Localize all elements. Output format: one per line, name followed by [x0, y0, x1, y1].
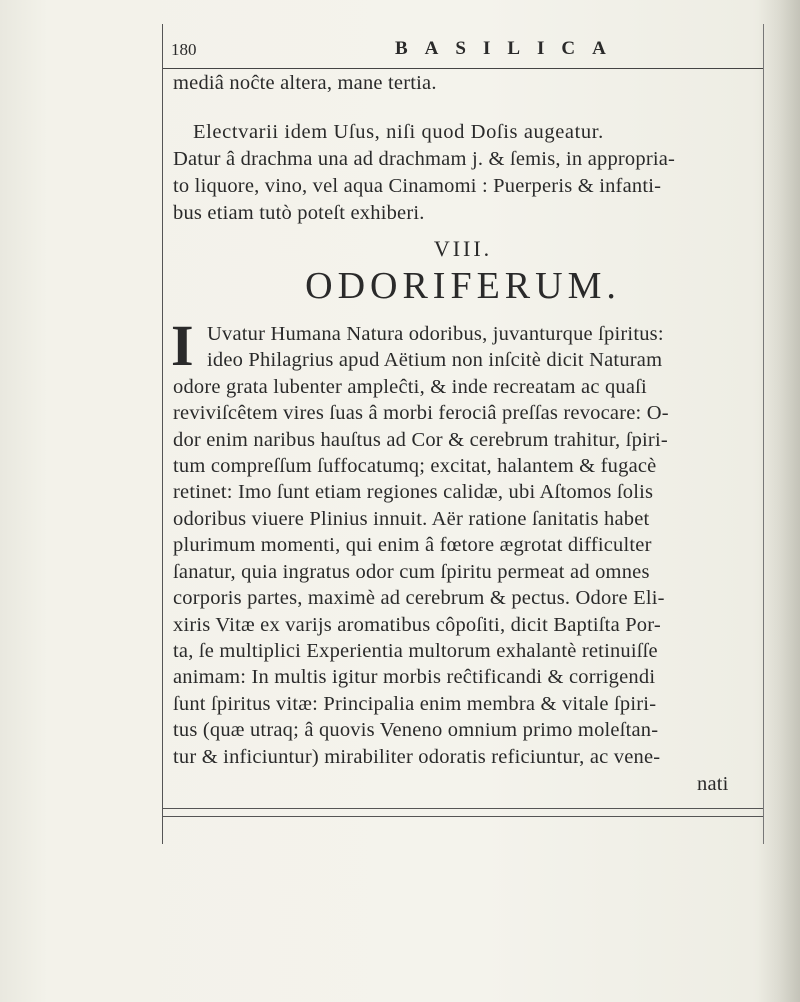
text-line: reviviſcêtem vires ſuas â morbi ferociâ preſſas revocare: O-: [173, 402, 669, 424]
text-line: xiris Vitæ ex varijs aromatibus côpoſiti, dicit Baptiſta Por-: [173, 614, 661, 636]
text-line: animam: In multis igitur morbis reĉtificandi & corrigendi: [173, 666, 656, 688]
footer-rule: [163, 808, 763, 809]
header-rule: [163, 68, 763, 69]
section-numeral: VIII.: [433, 236, 493, 261]
text-line: mediâ noĉte altera, mane tertia.: [173, 72, 437, 94]
text-line: tus (quæ utraq; â quovis Veneno omnium primo moleſtan-: [173, 719, 659, 741]
text-line: to liquore, vino, vel aqua Cinamomi : Puerperis & infanti-: [173, 175, 662, 197]
catchword: nati: [697, 773, 729, 795]
text-line: odore grata lubenter ampleĉti, & inde recreatam ac quaſi: [173, 376, 647, 398]
drop-cap: I: [171, 313, 194, 378]
text-line: plurimum momenti, qui enim â fœtore ægrotat difficulter: [173, 534, 652, 556]
text-line: retinet: Imo ſunt etiam regiones calidæ, ubi Aſtomos ſolis: [173, 481, 654, 503]
text-line: odoribus viuere Plinius innuit. Aër ratione ſanitatis habet: [173, 508, 650, 530]
text-line: Electvarii idem Uſus, niſi quod Doſis augeatur.: [193, 121, 604, 143]
text-line: bus etiam tutò poteſt exhiberi.: [173, 202, 425, 224]
page-number: 180: [171, 40, 197, 59]
text-line: tur & inficiuntur) mirabiliter odoratis reficiuntur, ac vene-: [173, 746, 661, 768]
text-block: [162, 24, 764, 844]
text-line: ſanatur, quia ingratus odor cum ſpiritu permeat ad omnes: [173, 561, 650, 583]
section-heading: ODORIFERUM.: [305, 265, 621, 307]
text-line: Datur â drachma una ad drachmam j. & ſemis, in appropria-: [173, 148, 676, 170]
page-edge-shadow: [758, 0, 800, 1002]
footer-rule-secondary: [163, 816, 763, 817]
text-line: tum compreſſum ſuffocatumq; excitat, halantem & fugacè: [173, 455, 657, 477]
text-line: ta, ſe multiplici Experientia multorum exhalantè retinuiſſe: [173, 640, 658, 662]
text-line: dor enim naribus hauſtus ad Cor & cerebrum trahitur, ſpiri-: [173, 429, 668, 451]
text-line: corporis partes, maximè ad cerebrum & pectus. Odore Eli-: [173, 587, 665, 609]
text-line: Uvatur Humana Natura odoribus, juvanturque ſpiritus:: [207, 323, 664, 345]
text-line: ideo Philagrius apud Aëtium non inſcitè dicit Naturam: [207, 349, 663, 371]
running-title: BASILICA: [395, 38, 623, 59]
page-header: [163, 34, 763, 64]
text-line: ſunt ſpiritus vitæ: Principalia enim membra & vitale ſpiri-: [173, 693, 657, 715]
